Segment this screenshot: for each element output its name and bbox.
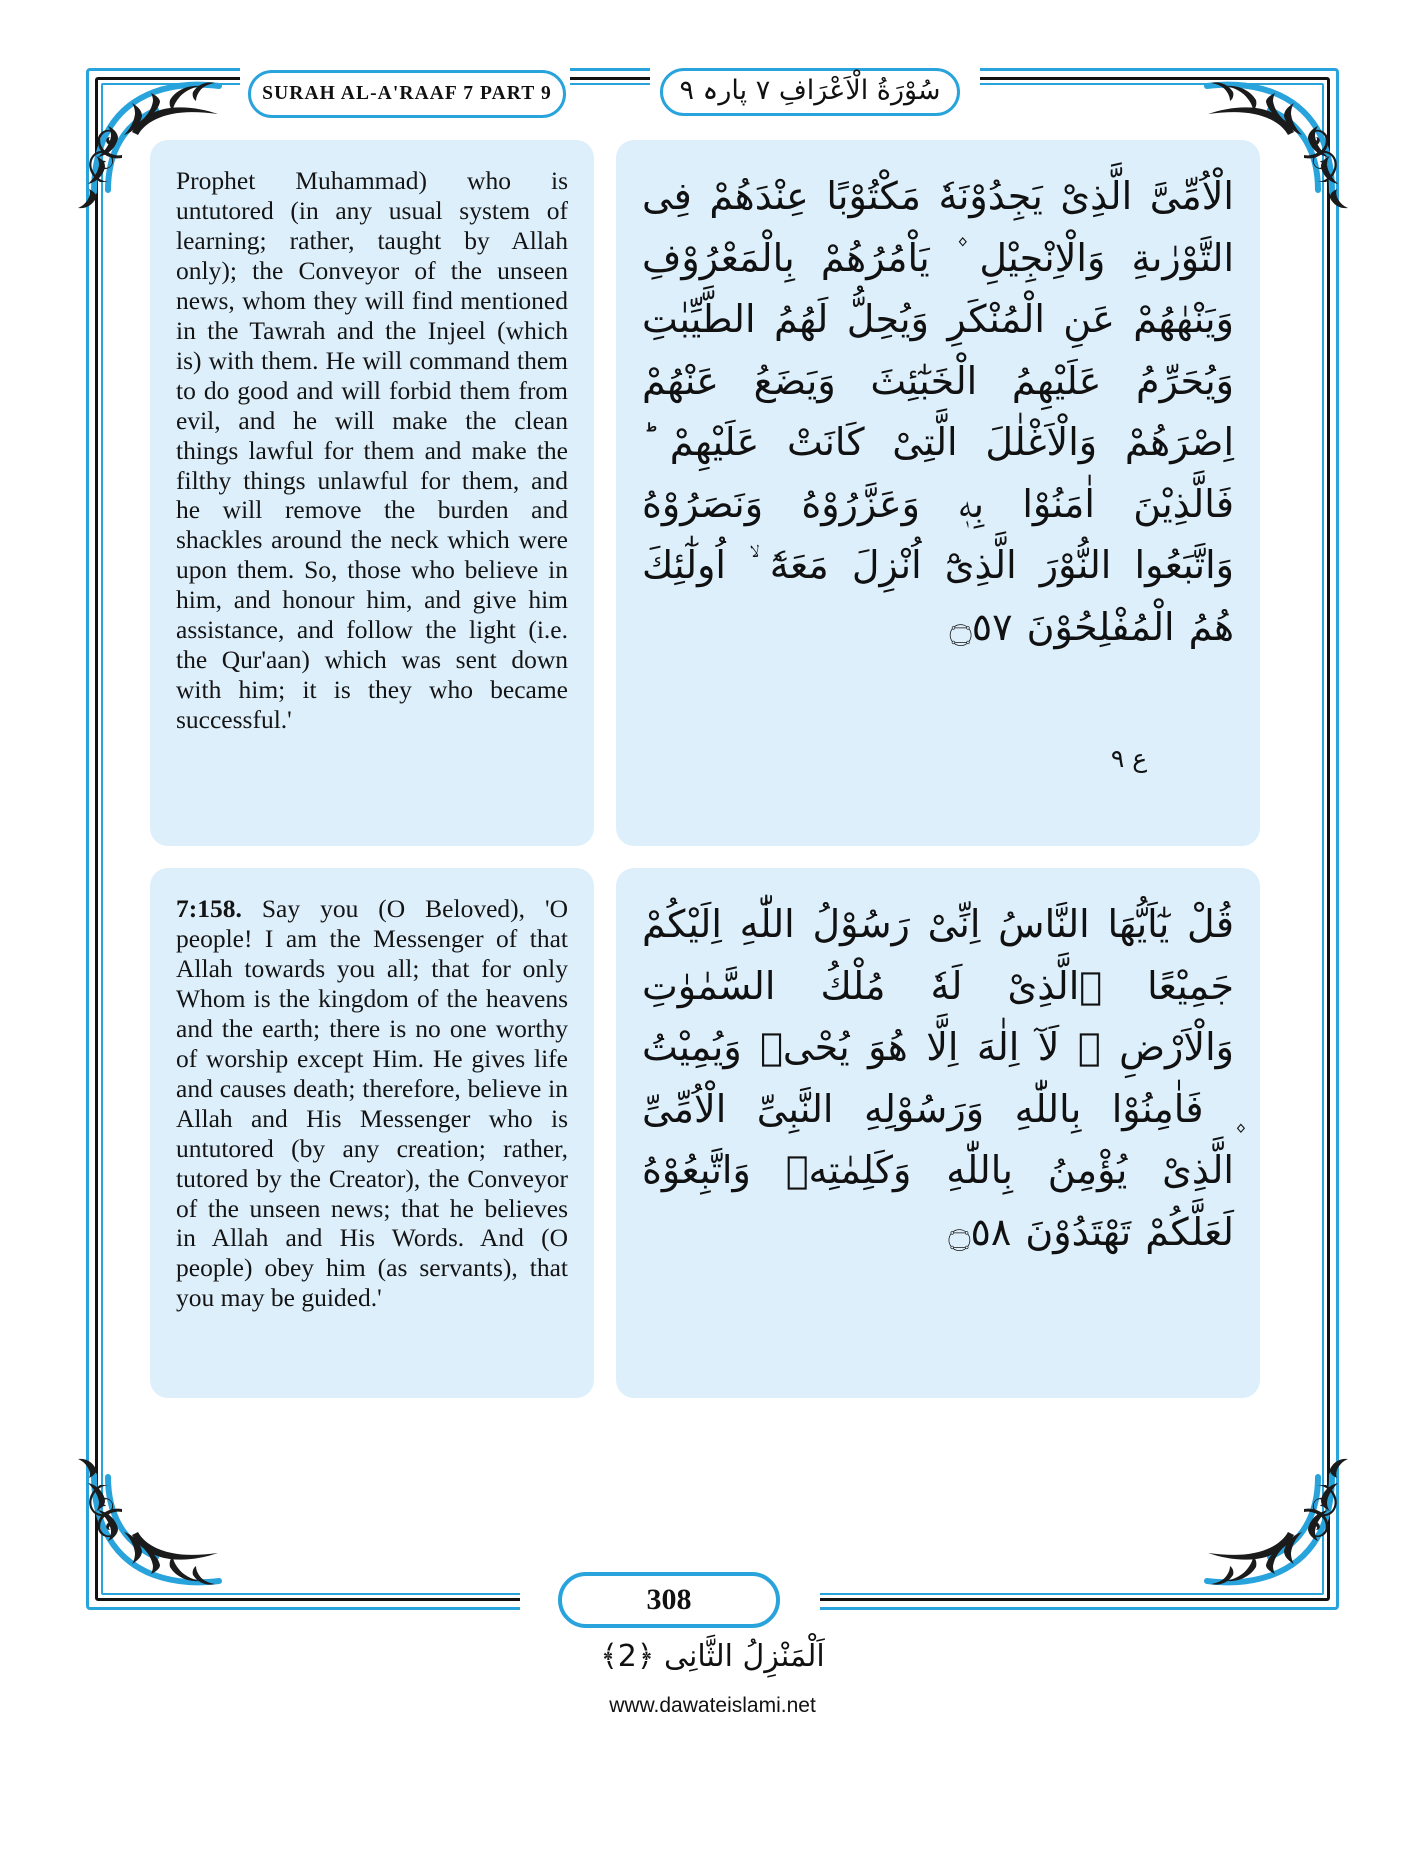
translation-panel (150, 140, 594, 846)
translation-text: Prophet Muhammad) who is untutored (in any usual system of learning; rather, taught by Allah only); the Conveyor of the unseen news, whom they will find mentioned in the Tawrah and the Injeel (which is) with them. He will command them to do good and will forbid them from evil, and he will make the clean things lawful for them and make the filthy things unlawful for them, and he will remove the burden and shackles around the neck which were upon them. So, those who believe in him, and honour him, and give him assistance, and follow the light (i.e. the Qur'aan) which was sent down with him; it is they who became successful.' (176, 166, 568, 735)
surah-header-english-label: SURAH AL-A'RAAF 7 PART 9 (262, 83, 552, 104)
translation-panel (150, 868, 594, 1398)
verse-row (150, 140, 1260, 846)
arabic-panel (616, 140, 1260, 846)
verse-list (150, 140, 1260, 1398)
manzil-label: اَلْمَنْزِلُ الثَّانِى ﴿2﴾ (600, 1639, 825, 1674)
ruku-marker (1106, 745, 1152, 774)
page-number: 308 (646, 1583, 692, 1616)
translation-body: Say you (O Beloved), 'O people! I am the Messenger of that Allah towards you all; that for only Whom is the kingdom of the heavens and the earth; there is no one worthy of worship except Him. He gives life and causes death; therefore, believe in Allah and His Messenger who is untutored (by any creation; rather, tutored by the Creator), the Conveyor of the unseen news; that he believes in Allah and His Words. And (O people) obey him (as servants), that you may be guided.' (176, 894, 568, 1313)
website-label: www.dawateislami.net (609, 1694, 816, 1717)
verse-row (150, 868, 1260, 1398)
verse-number: 7:158. (176, 894, 242, 923)
surah-header-arabic (660, 68, 960, 116)
ruku-marker-symbol: ع ٩ (1110, 744, 1148, 773)
arabic-text: الْاُمِّىَّ الَّذِىْ يَجِدُوْنَهٗ مَكْتُوْبًا عِنْدَهُمْ فِى التَّوْرٰىةِ وَالْاِنْجِيْلِ ۫ يَاْمُرُهُمْ بِالْمَعْرُوْفِ وَيَنْهٰهُمْ عَنِ الْمُنْكَرِ وَيُحِلُّ لَهُمُ الطَّيِّبٰتِ وَيُحَرِّمُ عَلَيْهِمُ الْخَبٰٓئِثَ وَيَضَعُ عَنْهُمْ اِصْرَهُمْ وَالْاَغْلٰلَ الَّتِىْ كَانَتْ عَلَيْهِمْ ؕ فَالَّذِيْنَ اٰمَنُوْا بِهٖ وَعَزَّرُوْهُ وَنَصَرُوْهُ وَاتَّبَعُوا النُّوْرَ الَّذِىْٓ اُنْزِلَ مَعَهٗٓ ۙ اُولٰٓئِكَ هُمُ الْمُفْلِحُوْنَ ۝٥٧ (642, 174, 1234, 649)
arabic-panel (616, 868, 1260, 1398)
arabic-text: قُلْ يٰٓاَيُّهَا النَّاسُ اِنِّىْ رَسُوْلُ اللّٰهِ اِلَيْكُمْ جَمِيْعًا ۨالَّذِىْ لَهٗ مُلْكُ السَّمٰوٰتِ وَالْاَرْضِ ۚ لَآ اِلٰهَ اِلَّا هُوَ يُحْىٖ وَيُمِيْتُ ۪ فَاٰمِنُوْا بِاللّٰهِ وَرَسُوْلِهِ النَّبِىِّ الْاُمِّىِّ الَّذِىْ يُؤْمِنُ بِاللّٰهِ وَكَلِمٰتِهٖ وَاتَّبِعُوْهُ لَعَلَّكُمْ تَهْتَدُوْنَ ۝٥٨ (642, 902, 1234, 1254)
page-number-badge (558, 1572, 780, 1628)
surah-header-arabic-label: سُوْرَةُ الْاَعْرَافِ ٧ پارہ ٩ (679, 74, 941, 106)
translation-text (176, 894, 568, 1313)
surah-header-english (248, 70, 566, 118)
